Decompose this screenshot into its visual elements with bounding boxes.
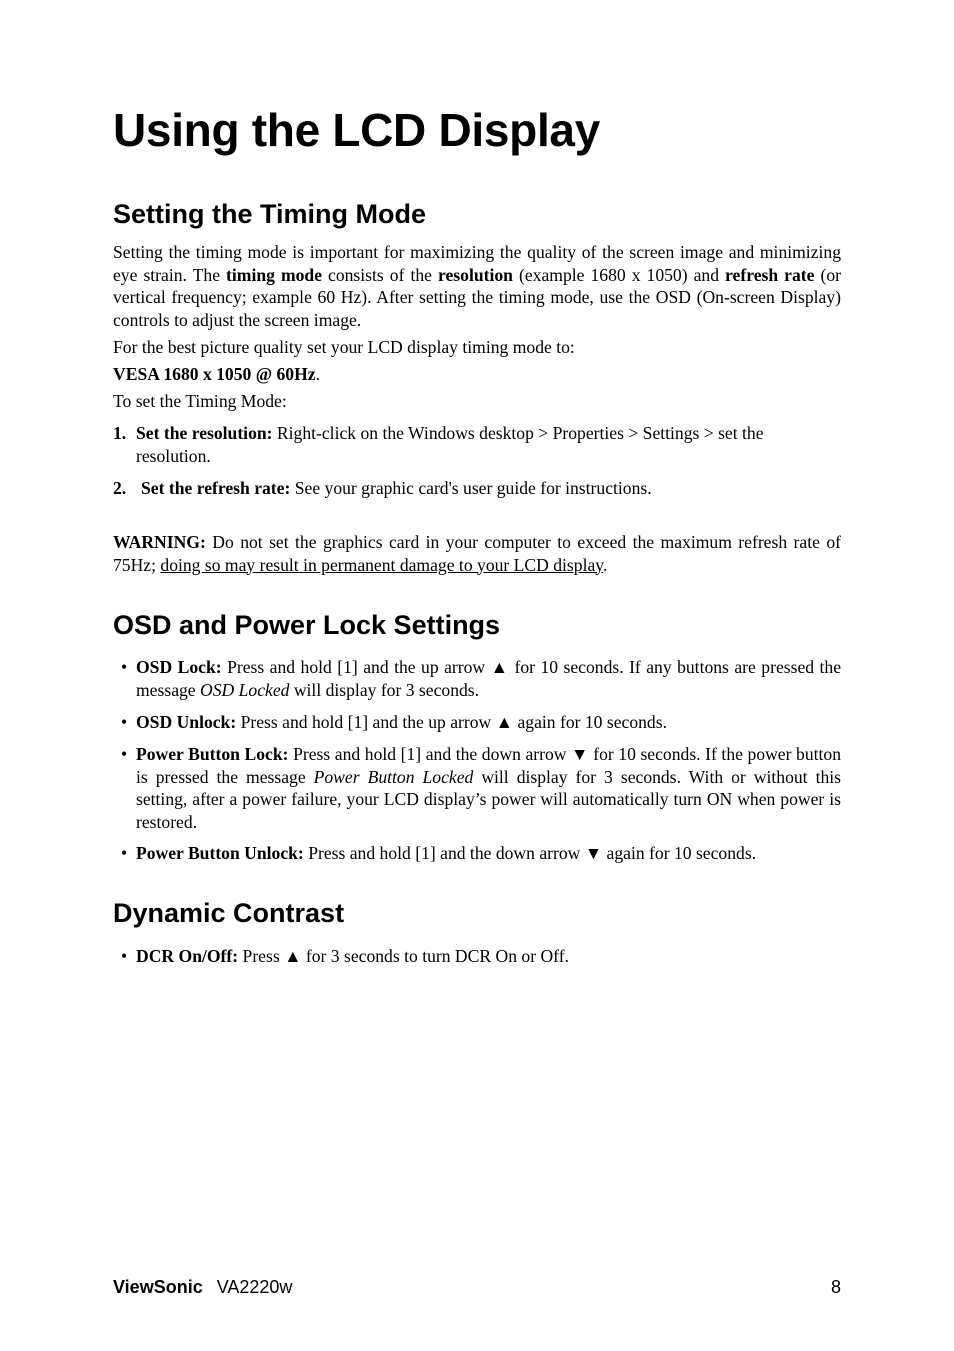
bullet-power-button-lock: • Power Button Lock: Press and hold [1] and the down arrow ▼ for 10 seconds. If the power button is pressed the message Power Button Locked will display for 3 seconds. With or without this setting, after a power failure, your LCD display’s power will automatically turn ON when power is restored. [121,744,841,832]
bullet-dot: • [121,712,128,732]
step-set-refresh-rate: 2. Set the refresh rate: See your graphic card's user guide for instructions. [113,478,652,498]
bullet-label: DCR On/Off: [136,946,239,966]
bullet-osd-unlock: • OSD Unlock: Press and hold [1] and the up arrow ▲ again for 10 seconds. [121,712,667,732]
timing-recommended-mode: VESA 1680 x 1050 @ 60Hz. [113,364,320,384]
bullet-dot: • [121,744,128,764]
section-heading-dynamic-contrast: Dynamic Contrast [113,898,345,928]
section-heading-timing-mode: Setting the Timing Mode [113,199,426,229]
footer-model: VA2220w [216,1277,293,1297]
bullet-label: Power Button Unlock: [136,843,304,863]
step-label: Set the refresh rate: [141,478,291,498]
step-number: 2. [113,478,127,498]
warning-underlined-text: doing so may result in permanent damage to your LCD display [160,554,603,575]
warning-paragraph: WARNING: Do not set the graphics card in your computer to exceed the maximum refresh rate of 75Hz; doing so may result in permanent damage to your LCD display. [113,532,841,575]
bullet-dot: • [121,843,128,863]
bullet-power-button-unlock: • Power Button Unlock: Press and hold [1] and the down arrow ▼ again for 10 seconds. [121,843,757,863]
footer-brand: ViewSonic [113,1277,203,1297]
timing-set-intro: To set the Timing Mode: [113,391,287,411]
bullet-label: Power Button Lock: [136,744,289,764]
step-number: 1. [113,423,127,443]
page-title: Using the LCD Display [113,104,600,156]
page-footer [113,1277,841,1298]
step-set-resolution: 1. Set the resolution: Right-click on the Windows desktop > Properties > Settings > set the resolution. [113,423,764,466]
step-label: Set the resolution: [136,423,273,443]
timing-intro-paragraph: Setting the timing mode is important for maximizing the quality of the screen image and minimizing eye strain. The timing mode consists of the resolution (example 1680 x 1050) and refresh rate (or vertical frequency; example 60 Hz). After setting the timing mode, use the OSD (On-screen Display) controls to adjust the screen image. [113,242,841,330]
bullet-dcr-on-off: • DCR On/Off: Press ▲ for 3 seconds to turn DCR On or Off. [121,946,569,966]
warning-label: WARNING: [113,532,206,552]
bullet-label: OSD Lock: [136,657,222,677]
bullet-osd-lock: • OSD Lock: Press and hold [1] and the up arrow ▲ for 10 seconds. If any buttons are pressed the message OSD Locked will display for 3 seconds. [121,657,842,700]
page-number: 8 [830,1277,841,1297]
section-heading-osd-power-lock: OSD and Power Lock Settings [113,610,501,640]
bullet-label: OSD Unlock: [136,712,237,732]
timing-best-quality-text: For the best picture quality set your LCD display timing mode to: [113,337,575,357]
bullet-dot: • [121,946,128,966]
bullet-dot: • [121,657,128,677]
